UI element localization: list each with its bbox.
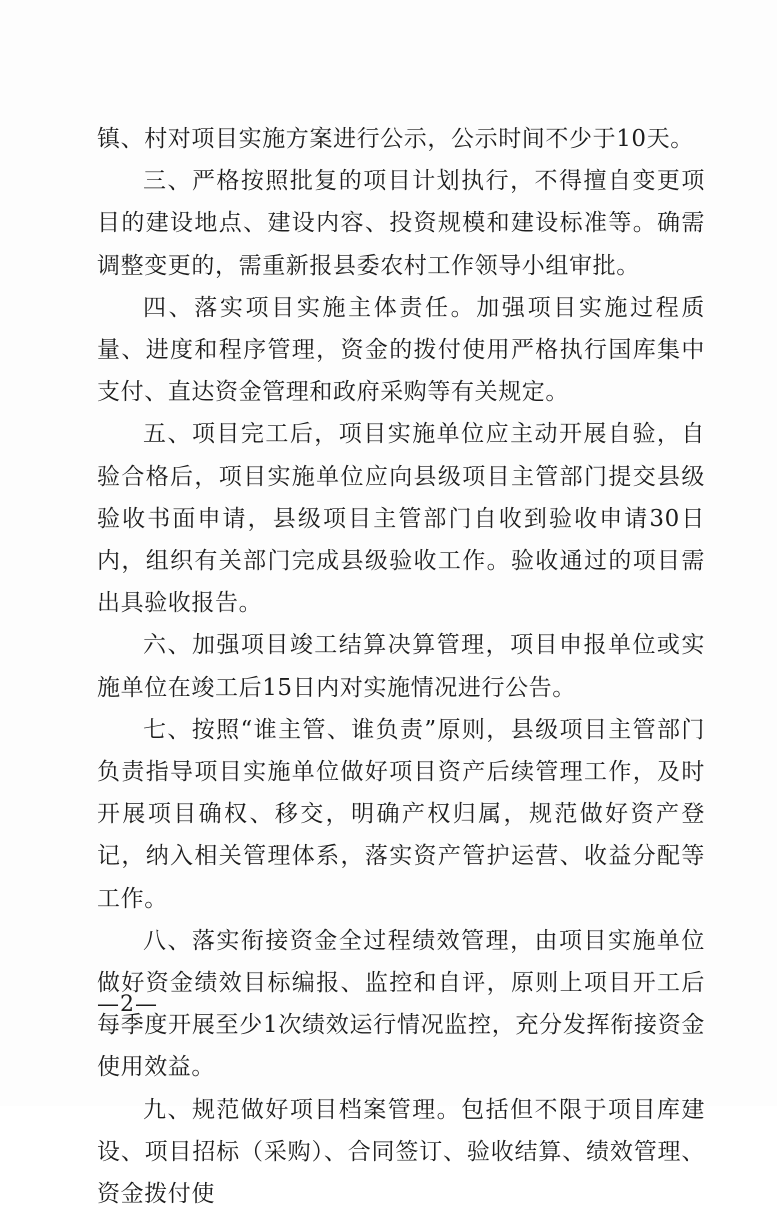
paragraph-item-9: 九、规范做好项目档案管理。包括但不限于项目库建设、项目招标（采购）、合同签订、验收结算、绩效管理、资金拨付使 <box>97 1096 705 1208</box>
paragraph-continuation: 镇、村对项目实施方案进行公示，公示时间不少于10天。 <box>97 126 694 152</box>
paragraph-item-8: 八、落实衔接资金全过程绩效管理，由项目实施单位做好资金绩效目标编报、监控和自评，原则上项目开工后每季度开展至少1次绩效运行情况监控，充分发挥衔接资金使用效益。 <box>97 927 705 1081</box>
page-number: —2— <box>97 992 158 1017</box>
paragraph-item-4: 四、落实项目实施主体责任。加强项目实施过程质量、进度和程序管理，资金的拨付使用严格执行国库集中支付、直达资金管理和政府采购等有关规定。 <box>97 294 705 406</box>
paragraph-item-6: 六、加强项目竣工结算决算管理，项目申报单位或实施单位在竣工后15日内对实施情况进行公告。 <box>97 632 705 701</box>
document-body <box>97 118 705 1215</box>
paragraph-item-7: 七、按照“谁主管、谁负责”原则，县级项目主管部门负责指导项目实施单位做好项目资产后续管理工作，及时开展项目确权、移交，明确产权归属，规范做好资产登记，纳入相关管理体系，落实资产管护运营、收益分配等工作。 <box>97 716 705 912</box>
paragraph-item-5: 五、项目完工后，项目实施单位应主动开展自验，自验合格后，项目实施单位应向县级项目主管部门提交县级验收书面申请，县级项目主管部门自收到验收申请30日内，组织有关部门完成县级验收工作。验收通过的项目需出具验收报告。 <box>97 421 705 617</box>
paragraph-item-3: 三、严格按照批复的项目计划执行，不得擅自变更项目的建设地点、建设内容、投资规模和建设标准等。确需调整变更的，需重新报县委农村工作领导小组审批。 <box>97 168 705 279</box>
